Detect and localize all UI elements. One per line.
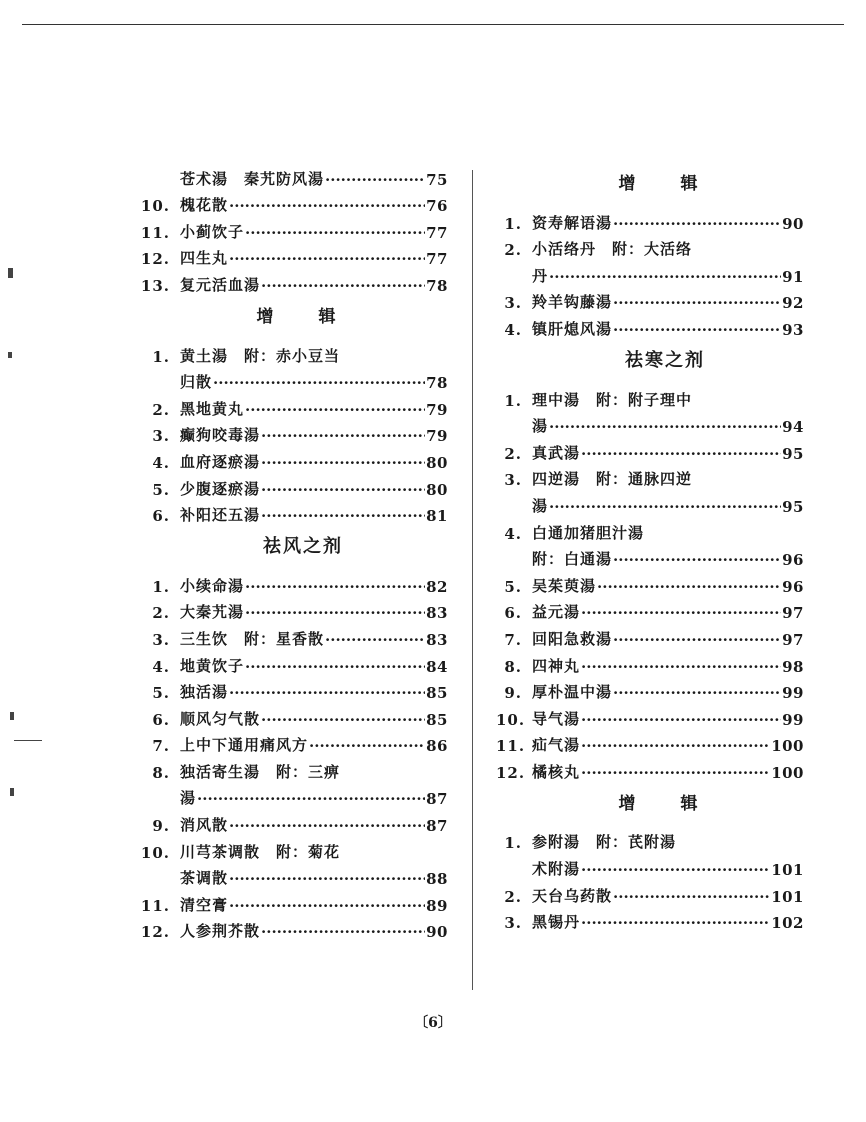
entry-page-number: 98 (782, 657, 804, 676)
entry-page-number: 81 (426, 507, 448, 526)
entry-title: 上中下通用痛风方 (180, 736, 309, 755)
entry-number: 12. (496, 763, 526, 782)
entry-page-number: 102 (771, 914, 804, 933)
dot-leader (245, 604, 425, 622)
entry-title: 湯 (532, 496, 549, 515)
toc-entry (128, 189, 448, 216)
dot-leader (549, 418, 781, 436)
entry-number: 3. (504, 294, 522, 313)
scan-mark (8, 352, 12, 358)
entry-number: 10. (140, 197, 170, 216)
entry-number: 9. (152, 817, 170, 836)
entry-page-number: 87 (426, 790, 448, 809)
entry-title: 疝气湯 (532, 736, 581, 755)
dot-leader (213, 374, 425, 392)
entry-page-number: 93 (782, 320, 804, 339)
toc-entry (128, 242, 448, 269)
entry-title: 癫狗咬毒湯 (180, 426, 261, 445)
entry-number: 5. (152, 684, 170, 703)
dot-leader (229, 197, 425, 215)
entry-title: 川芎茶调散 附：菊花 (180, 842, 341, 861)
toc-entry (496, 489, 804, 516)
toc-entry (128, 808, 448, 835)
toc-entry (128, 862, 448, 889)
entry-title: 湯 (180, 789, 197, 808)
entry-page-number: 94 (782, 418, 804, 437)
toc-entry (128, 649, 448, 676)
entry-title: 参附湯 附：芪附湯 (532, 833, 677, 852)
entry-page-number: 85 (426, 684, 448, 703)
entry-title: 四逆湯 附：通脉四逆 (532, 470, 693, 489)
dot-leader (229, 684, 425, 702)
toc-entry (128, 445, 448, 472)
entry-number: 6. (504, 604, 522, 623)
toc-entry (496, 622, 804, 649)
toc-entry (128, 622, 448, 649)
toc-entry (128, 569, 448, 596)
entry-title: 镇肝熄风湯 (532, 319, 613, 338)
entry-page-number: 76 (426, 197, 448, 216)
entry-title: 小活络丹 附：大活络 (532, 240, 693, 259)
entry-page-number: 100 (771, 763, 804, 782)
dot-leader (613, 631, 781, 649)
scan-mark (10, 712, 14, 720)
entry-number: 4. (504, 320, 522, 339)
entry-page-number: 96 (782, 577, 804, 596)
entry-title: 天台乌药散 (532, 886, 613, 905)
toc-entry (128, 888, 448, 915)
toc-entry (496, 826, 804, 853)
entry-title: 厚朴温中湯 (532, 683, 613, 702)
dot-leader (613, 551, 781, 569)
toc-entry (128, 755, 448, 782)
toc-entry (128, 596, 448, 623)
entry-number: 12. (140, 923, 170, 942)
dot-leader (581, 658, 781, 676)
entry-number: 12. (140, 250, 170, 269)
toc-entry (496, 206, 804, 233)
entry-title: 归散 (180, 373, 213, 392)
entry-page-number: 99 (782, 710, 804, 729)
dot-leader (229, 897, 425, 915)
section-heading: 增 辑 (256, 306, 350, 327)
toc-entry (128, 782, 448, 809)
toc-entry (496, 702, 804, 729)
toc-entry (128, 499, 448, 526)
entry-page-number: 77 (426, 250, 448, 269)
entry-title: 四生丸 (180, 249, 229, 268)
entry-title: 人参荆芥散 (180, 922, 261, 941)
entry-number: 13. (140, 276, 170, 295)
entry-page-number: 101 (771, 887, 804, 906)
entry-title: 术附湯 (532, 860, 581, 879)
entry-page-number: 85 (426, 710, 448, 729)
toc-entry (128, 915, 448, 942)
entry-page-number: 78 (426, 374, 448, 393)
entry-number: 2. (152, 400, 170, 419)
dot-leader (613, 684, 781, 702)
entry-number: 3. (152, 630, 170, 649)
entry-page-number: 97 (782, 630, 804, 649)
entry-number: 3. (152, 427, 170, 446)
entry-number: 2. (152, 604, 170, 623)
entry-title: 小续命湯 (180, 576, 245, 595)
dot-leader (581, 737, 770, 755)
entry-page-number: 79 (426, 427, 448, 446)
entry-title: 附：白通湯 (532, 550, 613, 569)
toc-entry (496, 649, 804, 676)
toc-entry (496, 596, 804, 623)
section-heading: 增 辑 (618, 793, 712, 814)
toc-entry (128, 729, 448, 756)
entry-title: 白通加猪胆汁湯 (532, 523, 645, 542)
dot-leader (581, 711, 781, 729)
entry-number: 7. (504, 630, 522, 649)
entry-title: 益元湯 (532, 603, 581, 622)
dot-leader (245, 658, 425, 676)
entry-page-number: 96 (782, 551, 804, 570)
section-heading: 祛风之剂 (263, 536, 343, 558)
section-heading: 增 辑 (618, 174, 712, 194)
entry-number: 10. (140, 843, 170, 862)
dot-leader (581, 445, 781, 463)
entry-page-number: 101 (771, 861, 804, 880)
entry-page-number: 95 (782, 497, 804, 516)
toc-entry (128, 676, 448, 703)
entry-number: 1. (504, 391, 522, 410)
entry-number: 2. (504, 887, 522, 906)
dot-leader (549, 498, 781, 516)
entry-title: 吴茱萸湯 (532, 576, 597, 595)
toc-entry (496, 676, 804, 703)
entry-number: 8. (152, 763, 170, 782)
entry-title: 四神丸 (532, 656, 581, 675)
entry-number: 8. (504, 657, 522, 676)
entry-number: 11. (496, 737, 526, 756)
dot-leader (581, 604, 781, 622)
dot-leader (229, 817, 425, 835)
dot-leader (261, 711, 425, 729)
entry-page-number: 91 (782, 267, 804, 286)
entry-title: 槐花散 (180, 196, 229, 215)
dot-leader (245, 401, 425, 419)
entry-title: 补阳还五湯 (180, 506, 261, 525)
top-rule (22, 24, 844, 25)
toc-entry (496, 543, 804, 570)
toc-entry (496, 233, 804, 260)
entry-page-number: 75 (426, 170, 448, 189)
scan-mark (10, 788, 14, 796)
entry-number: 1. (152, 347, 170, 366)
entry-number: 5. (504, 577, 522, 596)
entry-title: 清空膏 (180, 895, 229, 914)
entry-page-number: 80 (426, 453, 448, 472)
scan-mark (8, 268, 13, 278)
entry-page-number: 78 (426, 276, 448, 295)
entry-page-number: 92 (782, 294, 804, 313)
entry-page-number: 83 (426, 604, 448, 623)
entry-number: 3. (504, 471, 522, 490)
dot-leader (229, 870, 425, 888)
toc-entry (128, 215, 448, 242)
toc-entry (496, 729, 804, 756)
toc-entry (496, 259, 804, 286)
entry-page-number: 87 (426, 817, 448, 836)
entry-title: 湯 (532, 417, 549, 436)
entry-title: 大秦艽湯 (180, 603, 245, 622)
entry-page-number: 97 (782, 604, 804, 623)
entry-title: 独活寄生湯 附：三痹 (180, 762, 341, 781)
entry-title: 地黄饮子 (180, 656, 245, 675)
entry-page-number: 95 (782, 444, 804, 463)
entry-number: 4. (152, 453, 170, 472)
page-number: 〔6〕 (414, 1015, 452, 1031)
dot-leader (549, 268, 781, 286)
entry-number: 4. (504, 524, 522, 543)
entry-number: 6. (152, 507, 170, 526)
entry-page-number: 89 (426, 896, 448, 915)
entry-title: 羚羊钩藤湯 (532, 293, 613, 312)
toc-entry (128, 339, 448, 366)
entry-title: 血府逐瘀湯 (180, 452, 261, 471)
entry-title: 导气湯 (532, 709, 581, 728)
entry-page-number: 90 (782, 214, 804, 233)
dot-leader (229, 250, 425, 268)
entry-page-number: 80 (426, 480, 448, 499)
entry-title: 三生饮 附：星香散 (180, 629, 325, 648)
toc-entry (128, 835, 448, 862)
dot-leader (261, 277, 425, 295)
toc-entry (496, 569, 804, 596)
entry-page-number: 77 (426, 223, 448, 242)
entry-page-number: 88 (426, 870, 448, 889)
dot-leader (245, 578, 425, 596)
dot-leader (613, 294, 781, 312)
toc-entry (496, 906, 804, 933)
entry-title: 茶调散 (180, 869, 229, 888)
entry-title: 橘核丸 (532, 762, 581, 781)
entry-title: 回阳急救湯 (532, 629, 613, 648)
entry-title: 顺风匀气散 (180, 709, 261, 728)
dot-leader (581, 914, 770, 932)
entry-number: 11. (140, 223, 170, 242)
entry-title: 黄土湯 附：赤小豆当 (180, 346, 341, 365)
dot-leader (261, 427, 425, 445)
entry-title: 消风散 (180, 816, 229, 835)
entry-page-number: 84 (426, 657, 448, 676)
entry-title: 丹 (532, 266, 549, 285)
toc-entry (128, 366, 448, 393)
dot-leader (581, 861, 770, 879)
entry-number: 4. (152, 657, 170, 676)
dot-leader (309, 737, 425, 755)
entry-number: 9. (504, 684, 522, 703)
dot-leader (197, 790, 425, 808)
dot-leader (261, 481, 425, 499)
dot-leader (325, 171, 425, 189)
toc-entry (128, 702, 448, 729)
entry-page-number: 90 (426, 923, 448, 942)
entry-number: 1. (504, 834, 522, 853)
entry-number: 3. (504, 914, 522, 933)
toc-entry (128, 419, 448, 446)
toc-entry (128, 162, 448, 189)
entry-title: 独活湯 (180, 683, 229, 702)
scan-mark (14, 740, 42, 741)
dot-leader (261, 923, 425, 941)
dot-leader (613, 888, 770, 906)
entry-number: 2. (504, 241, 522, 260)
toc-entry (496, 410, 804, 437)
toc-entry (496, 463, 804, 490)
dot-leader (261, 507, 425, 525)
entry-number: 10. (496, 710, 526, 729)
toc-entry (496, 879, 804, 906)
entry-page-number: 99 (782, 684, 804, 703)
toc-entry (496, 755, 804, 782)
entry-page-number: 82 (426, 577, 448, 596)
entry-page-number: 79 (426, 400, 448, 419)
toc-entry (128, 472, 448, 499)
entry-page-number: 86 (426, 737, 448, 756)
entry-title: 资寿解语湯 (532, 213, 613, 232)
dot-leader (597, 578, 781, 596)
toc-entry (496, 286, 804, 313)
dot-leader (261, 454, 425, 472)
entry-number: 1. (152, 577, 170, 596)
toc-entry (496, 516, 804, 543)
entry-title: 黑地黄丸 (180, 399, 245, 418)
toc-entry (128, 268, 448, 295)
entry-number: 11. (140, 896, 170, 915)
dot-leader (613, 321, 781, 339)
dot-leader (245, 224, 425, 242)
entry-number: 1. (504, 214, 522, 233)
entry-title: 苍术湯 秦艽防风湯 (180, 169, 325, 188)
entry-title: 理中湯 附：附子理中 (532, 390, 693, 409)
entry-number: 7. (152, 737, 170, 756)
entry-title: 小蓟饮子 (180, 222, 245, 241)
toc-entry (496, 852, 804, 879)
toc-left-column (128, 162, 448, 941)
section-heading: 祛寒之剂 (625, 349, 705, 371)
entry-page-number: 100 (771, 737, 804, 756)
toc-entry (496, 436, 804, 463)
toc-entry (496, 383, 804, 410)
column-divider (472, 170, 473, 990)
dot-leader (325, 631, 425, 649)
dot-leader (613, 215, 781, 233)
entry-title: 黑锡丹 (532, 913, 581, 932)
entry-number: 6. (152, 710, 170, 729)
entry-title: 复元活血湯 (180, 275, 261, 294)
entry-number: 5. (152, 480, 170, 499)
dot-leader (581, 764, 770, 782)
entry-title: 真武湯 (532, 443, 581, 462)
entry-page-number: 83 (426, 630, 448, 649)
toc-right-column (496, 162, 804, 932)
entry-number: 2. (504, 444, 522, 463)
entry-title: 少腹逐瘀湯 (180, 479, 261, 498)
toc-entry (128, 392, 448, 419)
toc-entry (496, 312, 804, 339)
